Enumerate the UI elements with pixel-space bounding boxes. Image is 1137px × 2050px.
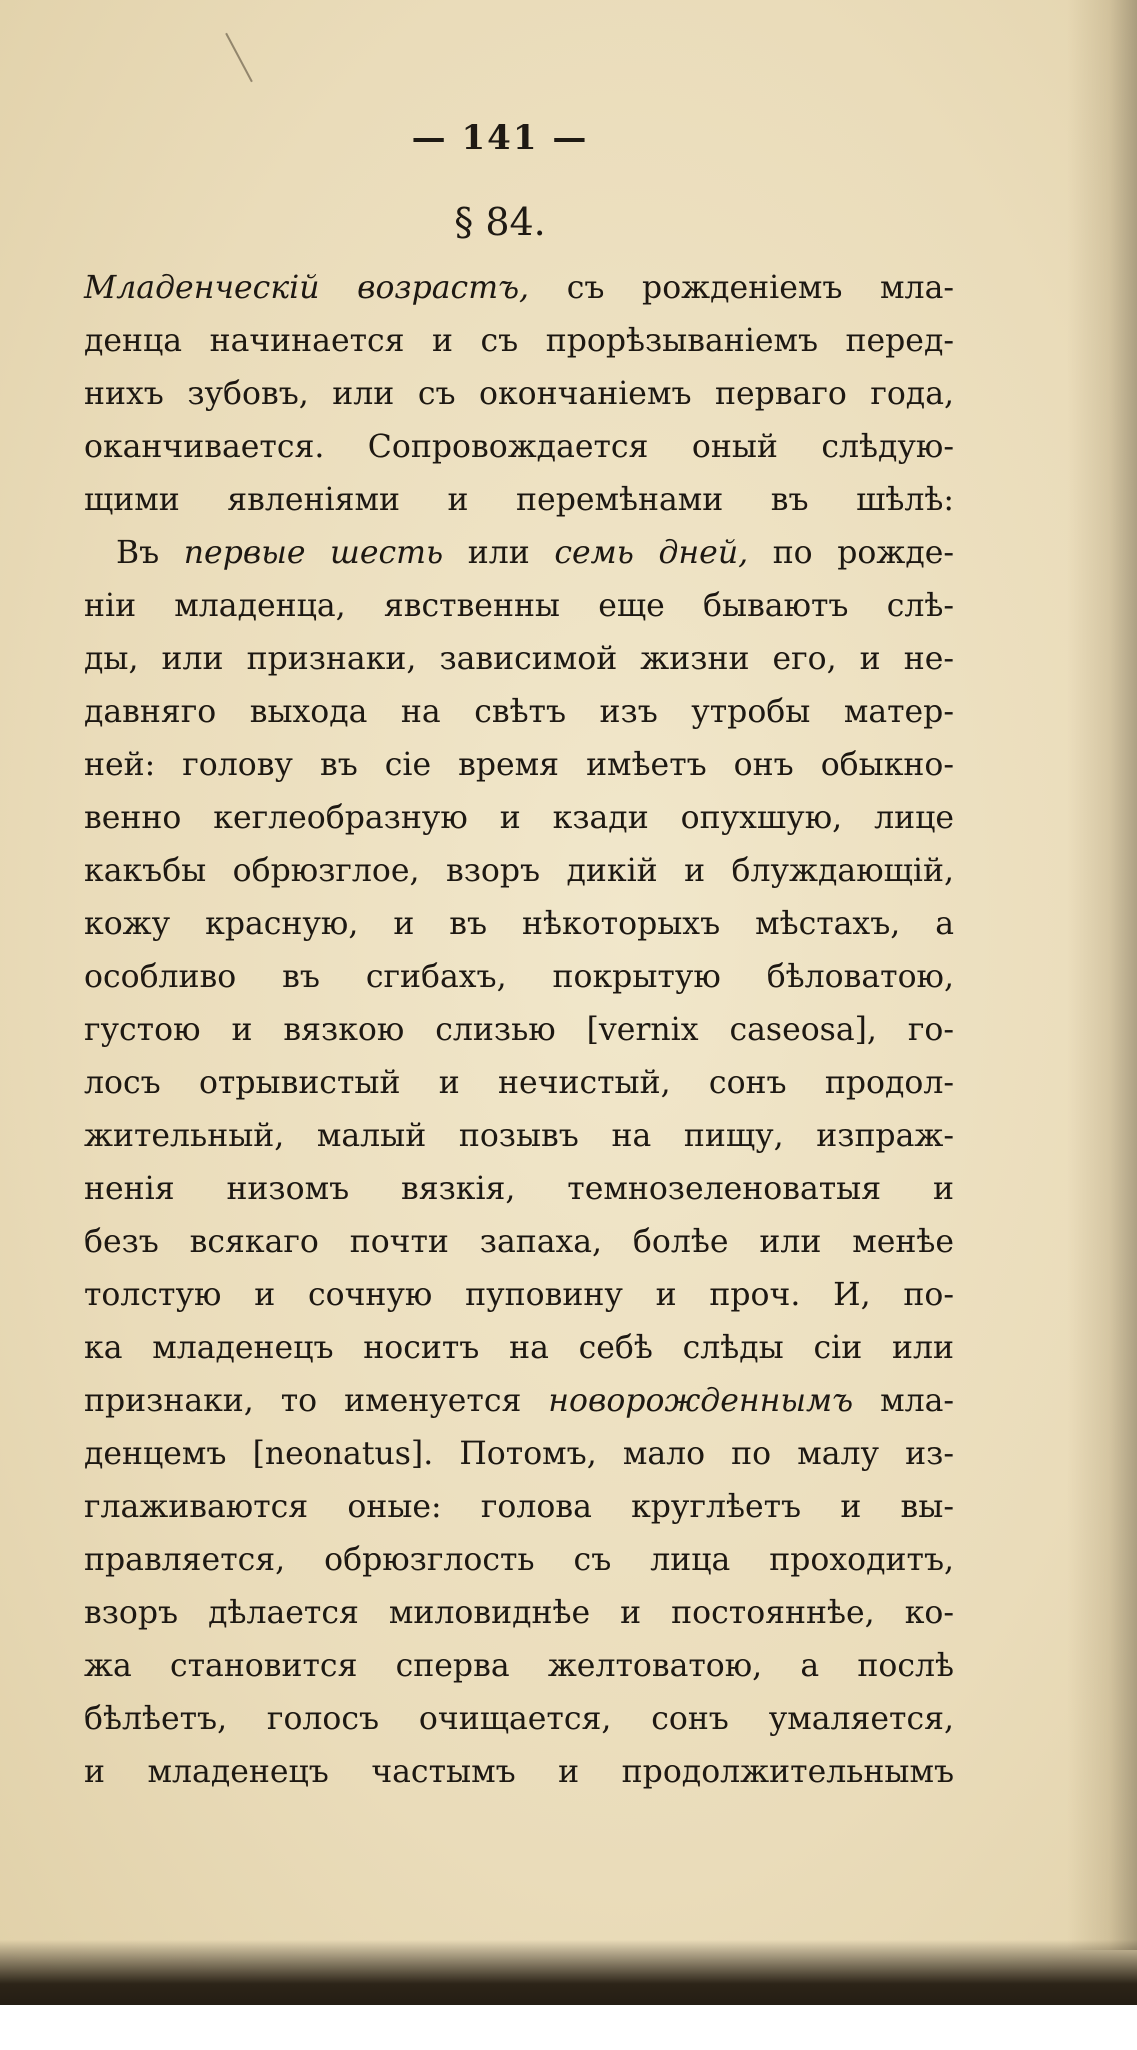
text-line <box>84 580 954 633</box>
body-text <box>84 262 954 1799</box>
text-line <box>84 368 954 421</box>
italic-text: новорожденнымъ <box>548 1383 854 1419</box>
text-run: съ рожденіемъ мла- <box>529 270 954 306</box>
text-line <box>84 1587 954 1640</box>
text-line <box>84 1693 954 1746</box>
text-run: ды, или признаки, зависимой жизни его, и не- <box>84 641 954 677</box>
text-run: ка младенецъ носитъ на себѣ слѣды сіи или <box>84 1330 954 1366</box>
text-run: правляется, обрюзглость съ лица проходитъ, <box>84 1542 954 1578</box>
text-line <box>84 792 954 845</box>
text-run: густою и вязкою слизью [vernix caseosa], го- <box>84 1012 954 1048</box>
text-line <box>84 951 954 1004</box>
text-run: оканчивается. Сопровождается оный слѣдую- <box>84 429 954 465</box>
text-line <box>84 1428 954 1481</box>
text-run: глаживаются оные: голова круглѣетъ и вы- <box>84 1489 954 1525</box>
text-line <box>84 1004 954 1057</box>
text-run: ненія низомъ вязкія, темнозеленоватыя и <box>84 1171 954 1207</box>
text-run: денца начинается и съ прорѣзываніемъ перед- <box>84 323 954 359</box>
text-run: толстую и сочную пуповину и проч. И, по- <box>84 1277 954 1313</box>
text-run: ніи младенца, явственны еще бываютъ слѣ- <box>84 588 954 624</box>
scan-bottom-margin <box>0 2005 1137 2050</box>
italic-text: Младенческій возрастъ, <box>84 270 530 306</box>
text-line <box>84 1269 954 1322</box>
text-line <box>84 845 954 898</box>
italic-text: семь дней, <box>554 535 749 571</box>
text-run: мла- <box>853 1383 955 1419</box>
page-number: — 141 — <box>411 118 589 158</box>
paper-scratch-mark <box>225 33 253 83</box>
text-line <box>84 1216 954 1269</box>
text-run: бѣлѣетъ, голосъ очищается, сонъ умаляется, <box>84 1701 954 1737</box>
text-line <box>84 739 954 792</box>
text-run: жительный, малый позывъ на пищу, изпраж- <box>84 1118 954 1154</box>
text-line <box>84 1746 954 1799</box>
text-run: жа становится сперва желтоватою, а послѣ <box>84 1648 954 1684</box>
text-line <box>84 1640 954 1693</box>
text-run: по рожде- <box>748 535 955 571</box>
text-line <box>84 527 954 580</box>
italic-text: первые шесть <box>183 535 444 571</box>
text-run: лосъ отрывистый и нечистый, сонъ продол- <box>84 1065 954 1101</box>
text-line <box>84 686 954 739</box>
text-run: давняго выхода на свѣтъ изъ утробы матер- <box>84 694 954 730</box>
text-run: признаки, то именуется <box>84 1383 549 1419</box>
text-run: или <box>443 535 555 571</box>
text-run: нихъ зубовъ, или съ окончаніемъ перваго года, <box>84 376 954 412</box>
text-line <box>84 633 954 686</box>
text-line <box>84 1057 954 1110</box>
page-gutter-shadow <box>1067 0 1137 1950</box>
text-run: взоръ дѣлается миловиднѣе и постояннѣе, ко- <box>84 1595 954 1631</box>
text-line <box>84 1481 954 1534</box>
text-line <box>84 898 954 951</box>
text-line <box>84 315 954 368</box>
text-run: и младенецъ частымъ и продолжительнымъ <box>84 1754 954 1790</box>
text-line <box>84 1375 954 1428</box>
text-run: какъбы обрюзглое, взоръ дикій и блуждающій, <box>84 853 954 889</box>
section-heading: § 84. <box>454 200 546 244</box>
text-run: Въ <box>116 535 184 571</box>
text-run: денцемъ [neonatus]. Потомъ, мало по малу из- <box>84 1436 954 1472</box>
text-run: щими явленіями и перемѣнами въ шѣлѣ: <box>84 482 954 518</box>
text-line <box>84 1534 954 1587</box>
text-run: венно кеглеобразную и кзади опухшую, лице <box>84 800 954 836</box>
text-line <box>84 262 954 315</box>
text-line <box>84 1163 954 1216</box>
text-line <box>84 1322 954 1375</box>
text-run: ней: голову въ сіе время имѣетъ онъ обыкно- <box>84 747 954 783</box>
text-line <box>84 421 954 474</box>
text-run: безъ всякаго почти запаха, болѣе или менѣе <box>84 1224 954 1260</box>
text-line <box>84 1110 954 1163</box>
text-line <box>84 474 954 527</box>
text-run: кожу красную, и въ нѣкоторыхъ мѣстахъ, а <box>84 906 954 942</box>
text-run: особливо въ сгибахъ, покрытую бѣловатою, <box>84 959 954 995</box>
